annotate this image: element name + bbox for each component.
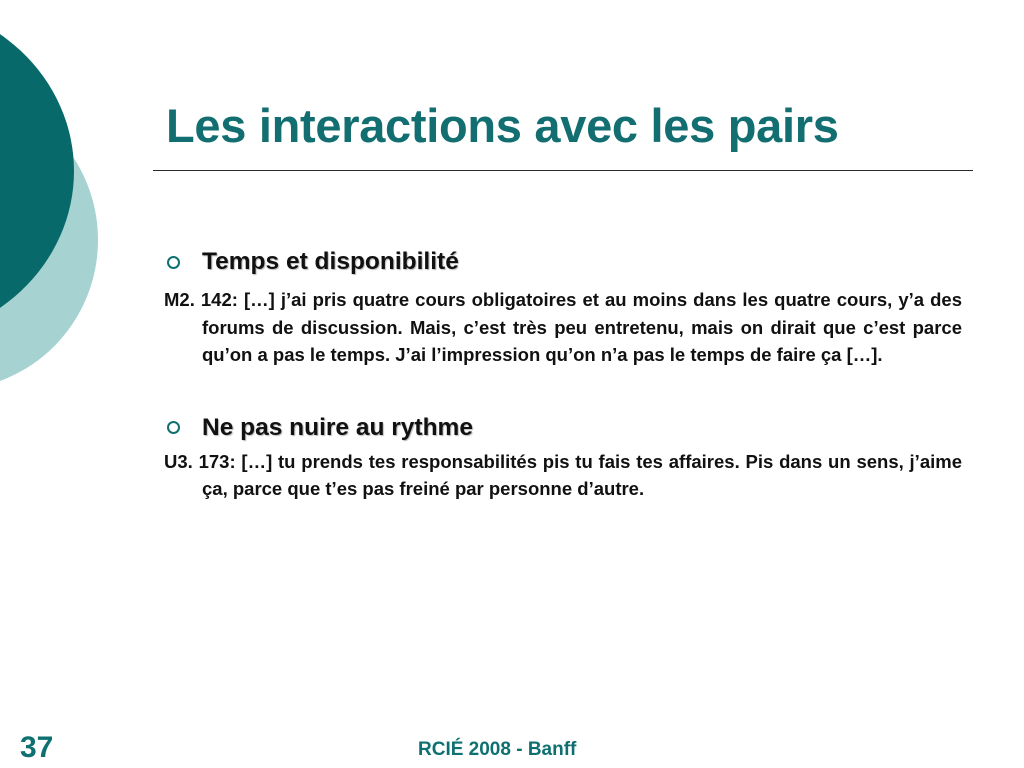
- section-spacer: [164, 369, 962, 410]
- title-divider: [153, 170, 973, 171]
- interview-quote: U3. 173: […] tu prends tes responsabilités pis tu fais tes affaires. Pis dans un sens, j’aime ça, parce que t’es pas freiné par personne d’autre.: [164, 450, 962, 499]
- slide-number: 37: [20, 731, 54, 764]
- section-heading: Ne pas nuire au rythme: [202, 413, 473, 441]
- section-heading-row: [164, 244, 962, 280]
- slide-content: [164, 244, 962, 503]
- section-heading-row: [164, 410, 962, 446]
- slide-title: Les interactions avec les pairs: [166, 99, 839, 152]
- interview-quote: M2. 142: […] j’ai pris quatre cours obligatoires et au moins dans les quatre cours, y’a des forums de discussion. Mais, c’est très peu entretenu, mais on dirait que c’est parce qu’on a pas le temps. J’ai l’impression qu’on n’a pas le temps de faire ça […].: [164, 289, 962, 365]
- footer-text: RCIÉ 2008 - Banff: [418, 739, 577, 760]
- circle-bullet-icon: [167, 256, 180, 269]
- section-heading: Temps et disponibilité: [202, 248, 459, 275]
- circle-bullet-icon: [167, 421, 180, 434]
